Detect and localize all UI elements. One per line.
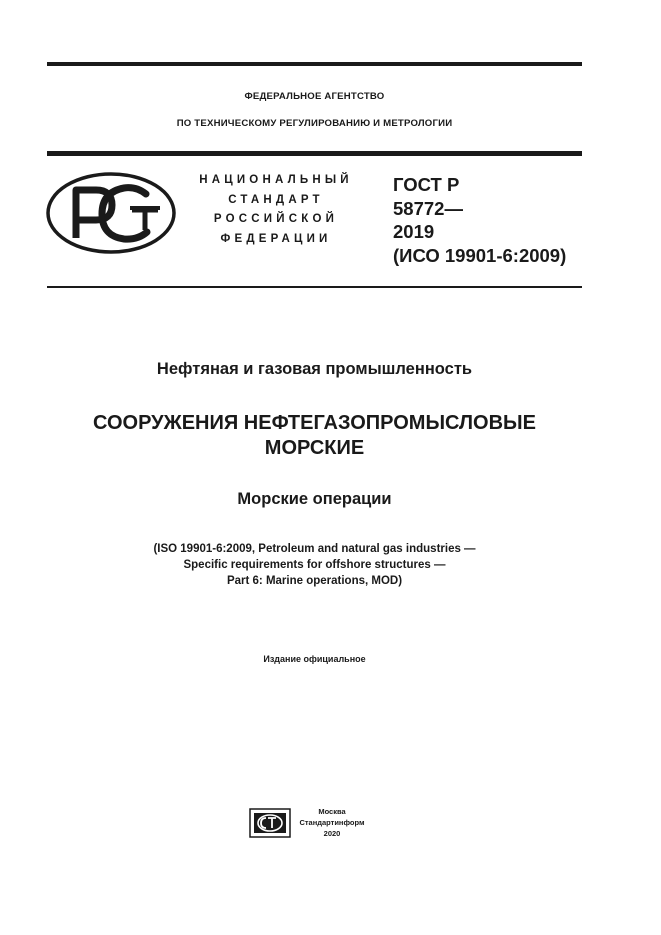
standard-designation <box>393 173 566 267</box>
edition-label: Издание официальное <box>263 654 366 664</box>
designation-line2: 58772— <box>393 197 463 219</box>
iso-line3: Part 6: Marine operations, MOD) <box>226 575 403 587</box>
middle-rule <box>47 151 582 156</box>
iso-reference <box>47 541 582 589</box>
standard-type-block <box>186 171 366 249</box>
designation-line3: 2019 <box>393 221 435 242</box>
document-subtitle: Морские операции <box>237 490 392 508</box>
publisher-name: Стандартинформ <box>299 818 365 827</box>
top-rule <box>47 62 582 66</box>
bottom-rule <box>47 286 582 288</box>
rst-certification-mark-icon <box>46 172 176 254</box>
document-title <box>47 411 582 461</box>
designation-line1: ГОСТ Р <box>393 174 460 195</box>
iso-line1: (ISO 19901-6:2009, Petroleum and natural gas industries — <box>153 543 476 555</box>
title-line1: СООРУЖЕНИЯ НЕФТЕГАЗОПРОМЫСЛОВЫЕ <box>93 412 536 434</box>
publisher-imprint <box>296 806 368 839</box>
standard-type-line1: НАЦИОНАЛЬНЫЙ <box>199 174 353 186</box>
agency-name-line2: ПО ТЕХНИЧЕСКОМУ РЕГУЛИРОВАНИЮ И МЕТРОЛОГИИ <box>176 118 453 129</box>
designation-line4: (ИСО 19901-6:2009) <box>393 244 567 266</box>
publisher-year: 2020 <box>323 829 341 838</box>
standard-type-line3: РОССИЙСКОЙ <box>213 213 339 225</box>
title-line2: МОРСКИЕ <box>264 437 365 459</box>
iso-line2: Specific requirements for offshore structures — <box>183 559 446 571</box>
publisher-city: Москва <box>318 807 346 816</box>
standard-type-line2: СТАНДАРТ <box>228 193 324 206</box>
standard-type-line4: ФЕДЕРАЦИИ <box>220 232 332 245</box>
agency-name-line1: ФЕДЕРАЛЬНОЕ АГЕНТСТВО <box>244 91 385 102</box>
industry-heading: Нефтяная и газовая промышленность <box>156 360 473 378</box>
standartinform-logo-icon <box>249 808 291 838</box>
